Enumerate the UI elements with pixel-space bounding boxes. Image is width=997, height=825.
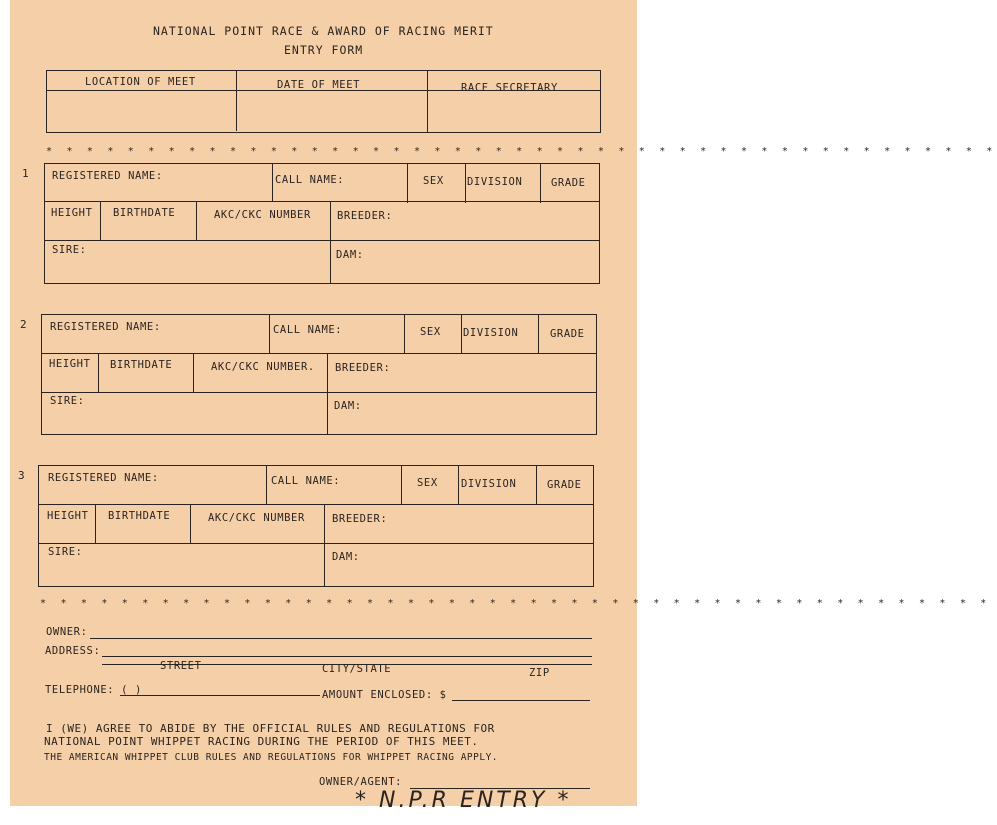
date-of-meet-label: DATE OF MEET [277,79,361,91]
division-label: DIVISION [461,478,517,490]
height-label: HEIGHT [49,358,91,370]
location-of-meet-label: LOCATION OF MEET [85,76,196,88]
divider [458,465,459,505]
divider [465,163,466,203]
height-label: HEIGHT [51,207,93,219]
divider [401,465,402,505]
divider [266,465,267,504]
separator-bottom: * * * * * * * * * * * * * * * * * * * * * * * * * * * * * * * * * * * * * * * * * * * * * * * [40,598,991,609]
call-name-label: CALL NAME: [275,174,345,186]
divider [404,314,405,354]
agreement-line-3: THE AMERICAN WHIPPET CLUB RULES AND REGULATIONS FOR WHIPPET RACING APPLY. [44,752,499,763]
owner-field[interactable] [90,638,592,639]
telephone-field[interactable] [120,695,320,696]
divider [540,163,541,203]
divider [538,314,539,354]
sire-label: SIRE: [52,244,87,256]
height-label: HEIGHT [47,510,89,522]
divider [41,353,597,354]
amount-enclosed-label: AMOUNT ENCLOSED: $ [322,689,447,701]
separator-top: * * * * * * * * * * * * * * * * * * * * * * * * * * * * * * * * * * * * * * * * * * * * * * * [46,146,997,157]
grade-label: GRADE [547,479,582,491]
registered-name-label: REGISTERED NAME: [50,321,161,333]
agreement-line-2: NATIONAL POINT WHIPPET RACING DURING THE PERIOD OF THIS MEET. [44,735,479,748]
handwritten-note: * N.P.R ENTRY * [355,788,572,813]
divider [536,465,537,505]
birthdate-label: BIRTHDATE [108,510,171,522]
form-title: NATIONAL POINT RACE & AWARD OF RACING MERIT [153,24,494,38]
location-field[interactable] [47,91,235,131]
birthdate-label: BIRTHDATE [110,359,173,371]
sire-label: SIRE: [50,395,85,407]
divider [100,201,101,241]
dam-label: DAM: [336,249,364,261]
breeder-label: BREEDER: [335,362,391,374]
divider [38,504,594,505]
entry-number-1: 1 [22,167,29,180]
sex-label: SEX [417,477,438,489]
entry-number-2: 2 [20,318,27,331]
dam-label: DAM: [332,551,360,563]
division-label: DIVISION [467,176,523,188]
telephone-label: TELEPHONE: ( ) [45,684,142,696]
registered-name-label: REGISTERED NAME: [48,472,159,484]
divider [98,353,99,393]
divider [44,201,600,202]
divider [95,504,96,544]
divider [236,70,237,131]
akc-ckc-number-label: AKC/CKC NUMBER. [211,361,315,373]
division-label: DIVISION [463,327,519,339]
breeder-label: BREEDER: [337,210,393,222]
akc-ckc-number-label: AKC/CKC NUMBER [214,209,311,221]
divider [324,504,325,587]
amount-field[interactable] [452,700,590,701]
akc-ckc-number-label: AKC/CKC NUMBER [208,512,305,524]
registered-name-label: REGISTERED NAME: [52,170,163,182]
divider [38,543,594,544]
secretary-field[interactable] [429,95,599,131]
city-state-label: CITY/STATE [322,663,392,675]
entry-form-page [10,0,997,813]
address-second-line[interactable] [102,664,592,665]
divider [44,240,600,241]
race-secretary-label: RACE SECRETARY [461,82,558,94]
divider [407,163,408,203]
grade-label: GRADE [550,328,585,340]
divider [272,163,273,202]
divider [196,201,197,241]
entry-number-3: 3 [18,469,25,482]
divider [269,314,270,353]
owner-label: OWNER: [46,626,88,638]
divider [327,353,328,435]
sex-label: SEX [423,175,444,187]
sex-label: SEX [420,326,441,338]
divider [330,201,331,284]
grade-label: GRADE [551,177,586,189]
dam-label: DAM: [334,400,362,412]
divider [427,70,428,133]
divider [193,353,194,393]
call-name-label: CALL NAME: [271,475,341,487]
call-name-label: CALL NAME: [273,324,343,336]
divider [41,392,597,393]
agreement-line-1: I (WE) AGREE TO ABIDE BY THE OFFICIAL RULES AND REGULATIONS FOR [46,722,495,735]
owner-agent-label: OWNER/AGENT: [319,776,403,788]
form-subtitle: ENTRY FORM [284,43,364,57]
address-label: ADDRESS: [45,645,101,657]
divider [461,314,462,354]
birthdate-label: BIRTHDATE [113,207,176,219]
sire-label: SIRE: [48,546,83,558]
street-label: STREET [160,660,202,672]
zip-label: ZIP [529,667,550,679]
breeder-label: BREEDER: [332,513,388,525]
address-field[interactable] [102,656,592,657]
divider [190,504,191,544]
date-field[interactable] [238,91,426,131]
